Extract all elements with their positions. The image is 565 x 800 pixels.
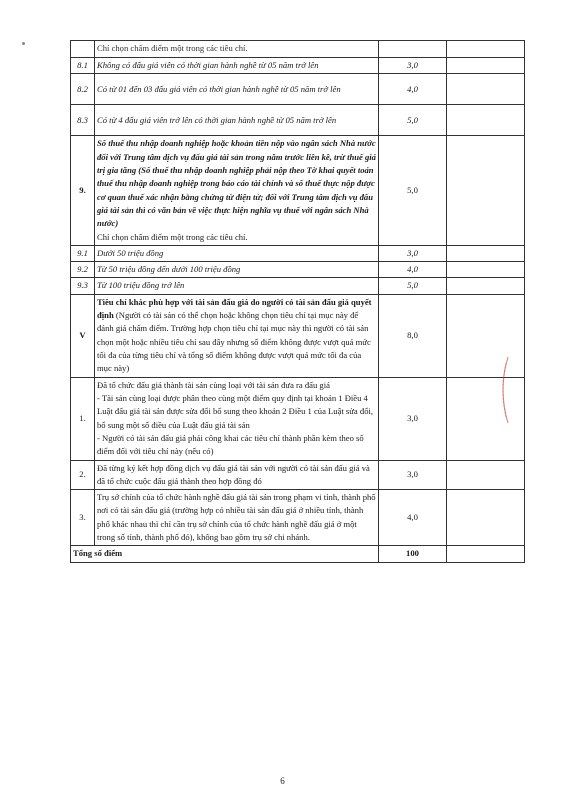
table-row [71, 58, 525, 74]
row-description: Không có đấu giá viên có thời gian hành nghề từ 05 năm trở lên [95, 58, 379, 74]
criterion-note: - Tài sản cùng loại được phân theo cùng một điểm quy định tại khoản 1 Điều 4 Luật đấu giá tài sản được sửa đổi bổ sung theo khoản 2 Điều 1 của Luật sửa đổi, bổ sung một số điều của Luật đấu giá tài sản [97, 392, 374, 430]
row-number: V [71, 294, 95, 377]
total-row [71, 546, 525, 562]
row-number: 9.3 [71, 278, 95, 294]
row-number: 9. [71, 136, 95, 246]
row-blank-cell [447, 278, 525, 294]
row-score: 4,0 [379, 74, 447, 105]
row-blank-cell [447, 136, 525, 246]
row-blank-cell [447, 41, 525, 58]
row-score: 3,0 [379, 58, 447, 74]
row-blank-cell [447, 546, 525, 562]
row-blank-cell [447, 105, 525, 136]
total-label: Tổng số điểm [71, 546, 379, 562]
row-blank-cell [447, 460, 525, 490]
table-row [71, 245, 525, 261]
row-score: 3,0 [379, 245, 447, 261]
page-number: 6 [280, 776, 285, 786]
row-description: Từ 100 triệu đồng trở lên [95, 278, 379, 294]
table-row [71, 41, 525, 58]
row-score: 8,0 [379, 294, 447, 377]
criterion-note: (Người có tài sản có thể chọn hoặc không chọn tiêu chí tại mục này để đánh giá chấm điểm. Trường hợp chọn tiêu chí tại mục này thì người có tài sản chọn một hoặc nhiều tiêu chí sau đây nhưng số điểm không được vượt quá mức tối đa của từng tiêu chí và tổng số điểm không được vượt quá mức tối đa của mục này) [97, 310, 371, 374]
row-score: 5,0 [379, 136, 447, 246]
table-row [71, 490, 525, 546]
row-score [379, 41, 447, 58]
row-number: 8.2 [71, 74, 95, 105]
row-description [95, 294, 379, 377]
table-row [71, 377, 525, 460]
row-description: Từ 50 triệu đồng đến dưới 100 triệu đồng [95, 262, 379, 278]
row-number: 8.1 [71, 58, 95, 74]
criterion-heading: Tiêu chí khác phù hợp với tài sản đấu giá do người có tài sản đấu giá quyết định [97, 296, 372, 321]
row-blank-cell [447, 58, 525, 74]
row-blank-cell [447, 377, 525, 460]
row-description [95, 136, 379, 246]
total-score: 100 [379, 546, 447, 562]
red-seal-stamp-edge [496, 355, 510, 425]
row-score: 5,0 [379, 105, 447, 136]
row-description: Có từ 4 đấu giá viên trở lên có thời gian hành nghề từ 05 năm trở lên [95, 105, 379, 136]
criteria-table [70, 40, 525, 563]
row-score: 4,0 [379, 490, 447, 546]
table-row [71, 262, 525, 278]
table-row [71, 105, 525, 136]
criterion-note: - Người có tài sản đấu giá phải công khai các tiêu chí thành phần kèm theo số điểm đối với tiêu chí này (nếu có) [97, 432, 364, 457]
row-description: Có từ 01 đến 03 đấu giá viên có thời gian hành nghề từ 05 năm trở lên [95, 74, 379, 105]
row-number: 1. [71, 377, 95, 460]
row-score: 5,0 [379, 278, 447, 294]
row-number: 2. [71, 460, 95, 490]
criterion-heading: Số thuế thu nhập doanh nghiệp hoặc khoản tiền nộp vào ngân sách Nhà nước đối với Trung tâm dịch vụ đấu giá tài sản trong năm trước liền kề, trừ thuế giá trị gia tăng (Số thuế thu nhập doanh nghiệp phải nộp theo Tờ khai quyết toán thuế thu nhập doanh nghiệp trong báo cáo tài chính và số thuế thực nộp được cơ quan thuế xác nhận bằng chứng từ điện tử; đối với Trung tâm dịch vụ đấu giá tài sản thì có văn bản về việc thực hiện nghĩa vụ thuế với ngân sách Nhà nước) [97, 138, 376, 229]
row-blank-cell [447, 74, 525, 105]
row-score: 4,0 [379, 262, 447, 278]
row-blank-cell [447, 245, 525, 261]
table-row [71, 294, 525, 377]
row-description: Chỉ chọn chấm điểm một trong các tiêu chí. [95, 41, 379, 58]
table-row [71, 136, 525, 246]
criterion-note: Chỉ chọn chấm điểm một trong các tiêu chí. [97, 231, 248, 242]
row-score: 3,0 [379, 377, 447, 460]
row-score: 3,0 [379, 460, 447, 490]
row-blank-cell [447, 294, 525, 377]
row-number [71, 41, 95, 58]
row-blank-cell [447, 490, 525, 546]
row-description: Dưới 50 triệu đồng [95, 245, 379, 261]
row-description [95, 377, 379, 460]
scan-speck [22, 42, 25, 45]
row-number: 8.3 [71, 105, 95, 136]
table-row [71, 278, 525, 294]
criteria-table-wrapper [70, 40, 524, 563]
row-number: 3. [71, 490, 95, 546]
row-blank-cell [447, 262, 525, 278]
table-row [71, 74, 525, 105]
row-description: Trụ sở chính của tổ chức hành nghề đấu giá tài sản trong phạm vi tỉnh, thành phố nơi có tài sản đấu giá (trường hợp có nhiều tài sản đấu giá ở nhiều tỉnh, thành phố khác nhau thì chỉ cần trụ sở chính của tổ chức hành nghề đấu giá ở một trong số tỉnh, thành phố đó), không bao gồm trụ sở chi nhánh. [95, 490, 379, 546]
table-row [71, 460, 525, 490]
criterion-text: Đã tổ chức đấu giá thành tài sản cùng loại với tài sản đưa ra đấu giá [97, 379, 330, 390]
row-number: 9.2 [71, 262, 95, 278]
row-number: 9.1 [71, 245, 95, 261]
row-description: Đã từng ký kết hợp đồng dịch vụ đấu giá tài sản với người có tài sản đấu giá và đã tổ chức cuộc đấu giá thành theo hợp đồng đó [95, 460, 379, 490]
